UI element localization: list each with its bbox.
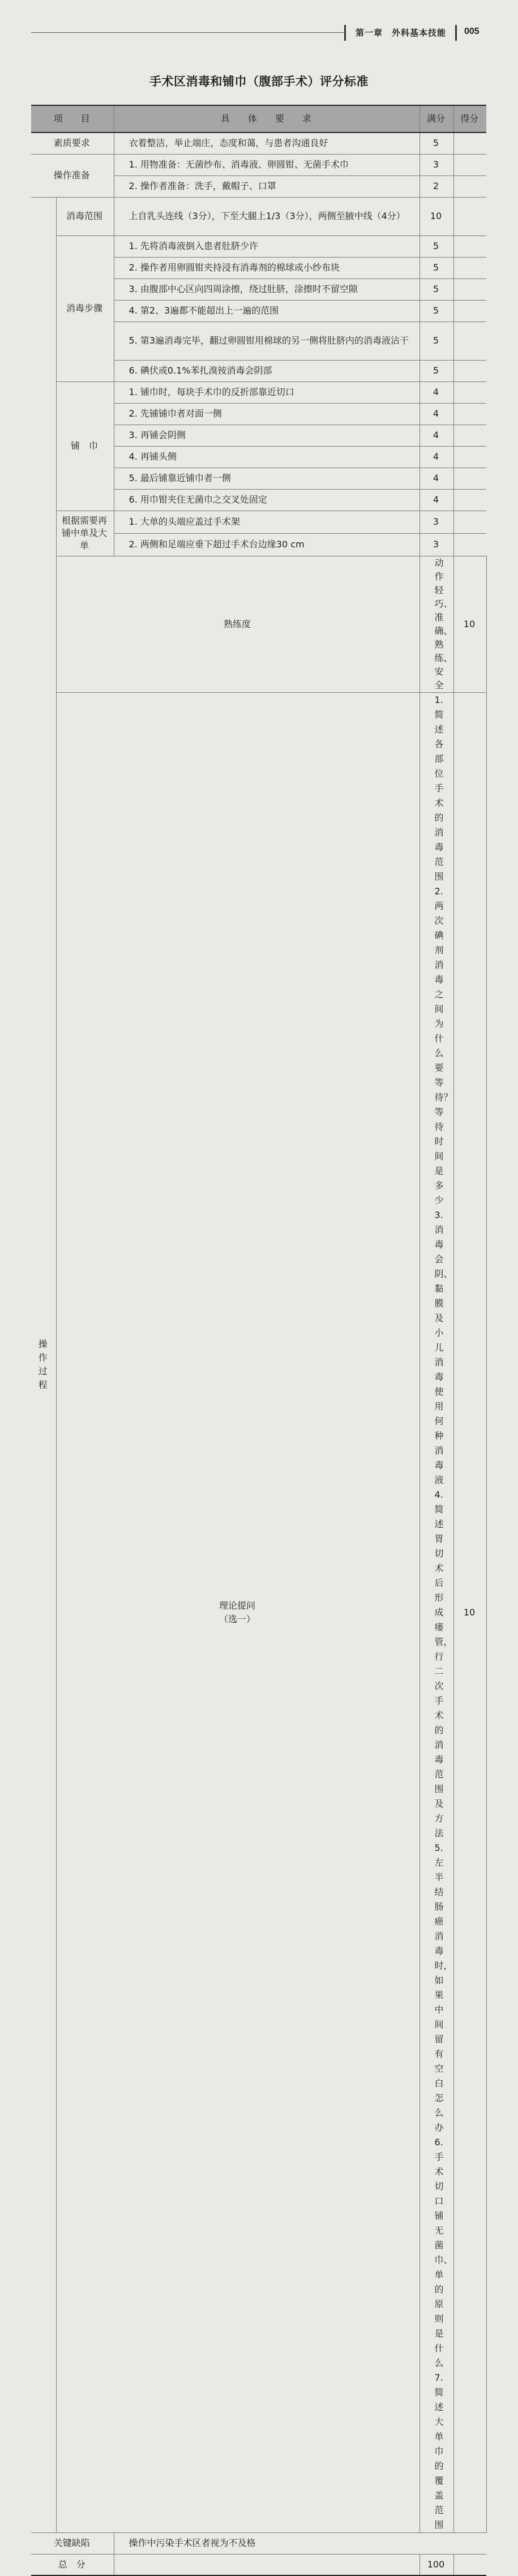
score-cell[interactable] bbox=[453, 197, 486, 235]
requirement-text: 4. 第2、3遍都不能超出上一遍的范围 bbox=[114, 300, 419, 322]
score-cell[interactable] bbox=[453, 154, 486, 175]
header-score: 得分 bbox=[453, 105, 486, 132]
table-row bbox=[31, 154, 486, 175]
requirement-text: 6. 碘伏或0.1%苯扎溴铵消毒会阴部 bbox=[114, 360, 419, 382]
full-score: 5 bbox=[419, 300, 453, 322]
score-cell[interactable] bbox=[453, 425, 486, 446]
full-score: 3 bbox=[419, 511, 453, 533]
page-header bbox=[0, 0, 518, 45]
full-score: 10 bbox=[453, 692, 486, 2532]
score-cell[interactable] bbox=[453, 468, 486, 489]
subcategory-scope: 消毒范围 bbox=[56, 197, 114, 235]
full-score: 5 bbox=[419, 278, 453, 300]
score-cell[interactable] bbox=[453, 403, 486, 425]
score-cell[interactable] bbox=[453, 132, 486, 154]
category-quality: 素质要求 bbox=[31, 132, 114, 154]
full-score: 3 bbox=[419, 154, 453, 175]
score-cell[interactable] bbox=[453, 533, 486, 556]
full-score: 3 bbox=[419, 533, 453, 556]
full-score: 4 bbox=[419, 382, 453, 403]
table-row bbox=[31, 382, 486, 403]
list-item: 7. 简述大单巾的覆盖范围 bbox=[434, 2372, 444, 2530]
total-full-score: 100 bbox=[419, 2554, 453, 2575]
score-cell[interactable] bbox=[453, 278, 486, 300]
full-score: 4 bbox=[419, 403, 453, 425]
full-score: 4 bbox=[419, 489, 453, 511]
theory-questions bbox=[419, 692, 453, 2532]
requirement-text: 上自乳头连线（3分），下至大腿上1/3（3分），两侧至腋中线（4分） bbox=[114, 197, 419, 235]
list-item: 1. 简述各部位手术的消毒范围 bbox=[434, 694, 444, 882]
header-full-score: 满分 bbox=[419, 105, 453, 132]
requirement-text: 2. 两侧和足端应垂下超过手术台边缘30 cm bbox=[114, 533, 419, 556]
total-row bbox=[31, 2554, 486, 2575]
list-item: 2. 两次碘剂消毒之间为什么要等待？等待时间是多少 bbox=[434, 885, 453, 1206]
list-item: 5. 左半结肠癌消毒时，如果中间留有空白怎么办 bbox=[434, 1842, 453, 2133]
total-blank bbox=[114, 2554, 419, 2575]
category-total: 总 分 bbox=[31, 2554, 114, 2575]
full-score: 5 bbox=[419, 322, 453, 360]
score-cell[interactable] bbox=[453, 489, 486, 511]
full-score: 5 bbox=[419, 360, 453, 382]
category-proficiency: 熟练度 bbox=[56, 556, 419, 692]
table-row bbox=[31, 556, 486, 692]
list-item: 6. 手术切口铺无菌巾、单的原则是什么 bbox=[434, 2136, 453, 2368]
requirement-text: 3. 再铺会阴侧 bbox=[114, 425, 419, 446]
requirement-text: 5. 第3遍消毒完毕，翻过卵圆钳用棉球的另一侧将肚脐内的消毒液沾干 bbox=[114, 322, 419, 360]
full-score: 5 bbox=[419, 132, 453, 154]
chapter-title: 第一章 外科基本技能 bbox=[356, 28, 447, 38]
page-number: 005 bbox=[464, 27, 480, 36]
header-bar-right bbox=[455, 25, 457, 41]
score-cell[interactable] bbox=[453, 511, 486, 533]
full-score: 5 bbox=[419, 235, 453, 257]
requirement-text: 操作中污染手术区者视为不及格 bbox=[114, 2532, 486, 2554]
process-char: 操 bbox=[38, 1339, 48, 1349]
requirement-text: 4. 再铺头侧 bbox=[114, 446, 419, 468]
process-char: 程 bbox=[38, 1379, 48, 1390]
score-cell[interactable] bbox=[453, 360, 486, 382]
subcategory-large-drape: 根据需要再铺中单及大单 bbox=[56, 511, 114, 556]
list-item: 4. 简述胃切术后形成瘘管，行二次手术的消毒范围及方法 bbox=[434, 1489, 453, 1838]
requirement-text: 1. 铺巾时，每块手术巾的反折部靠近切口 bbox=[114, 382, 419, 403]
score-cell[interactable] bbox=[453, 382, 486, 403]
full-score: 10 bbox=[453, 556, 486, 692]
table-header-row bbox=[31, 105, 486, 132]
category-process bbox=[31, 197, 56, 2532]
requirement-text: 衣着整洁，举止端庄，态度和蔼，与患者沟通良好 bbox=[114, 132, 419, 154]
list-item: 3. 消毒会阴、黏膜及小儿消毒使用何种消毒液 bbox=[434, 1209, 453, 1485]
requirement-text: 6. 用巾钳夹住无菌巾之交叉处固定 bbox=[114, 489, 419, 511]
header-rule bbox=[31, 32, 345, 33]
requirement-text: 3. 由腹部中心区向四周涂擦，绕过肚脐，涂擦时不留空隙 bbox=[114, 278, 419, 300]
theory-sublabel: （选一） bbox=[219, 1613, 256, 1625]
score-cell[interactable] bbox=[453, 300, 486, 322]
requirement-text: 动作轻巧、准确、熟练、安全 bbox=[419, 556, 453, 692]
total-score-cell[interactable] bbox=[453, 2554, 486, 2575]
subcategory-steps: 消毒步骤 bbox=[56, 235, 114, 382]
requirement-text: 2. 先铺铺巾者对面一侧 bbox=[114, 403, 419, 425]
full-score: 5 bbox=[419, 257, 453, 278]
table-row bbox=[31, 235, 486, 257]
theory-label: 理论提问 bbox=[219, 1600, 256, 1611]
category-theory bbox=[56, 692, 419, 2532]
process-char: 过 bbox=[38, 1366, 48, 1377]
score-cell[interactable] bbox=[453, 322, 486, 360]
requirement-text: 1. 先将消毒液倒入患者肚脐少许 bbox=[114, 235, 419, 257]
table-row bbox=[31, 692, 486, 2532]
full-score: 4 bbox=[419, 468, 453, 489]
score-cell[interactable] bbox=[453, 257, 486, 278]
table-row bbox=[31, 2532, 486, 2554]
full-score: 4 bbox=[419, 446, 453, 468]
scoring-table bbox=[31, 105, 486, 2576]
header-requirements: 具 体 要 求 bbox=[114, 105, 419, 132]
score-cell[interactable] bbox=[453, 446, 486, 468]
requirement-text: 2. 操作者准备：洗手，戴帽子、口罩 bbox=[114, 175, 419, 197]
requirement-text: 2. 操作者用卵圆钳夹持浸有消毒剂的棉球或小纱布块 bbox=[114, 257, 419, 278]
subcategory-drape: 铺 巾 bbox=[56, 382, 114, 511]
header-bar-left bbox=[344, 25, 346, 41]
score-cell[interactable] bbox=[453, 175, 486, 197]
category-critical: 关键缺陷 bbox=[31, 2532, 114, 2554]
table-row bbox=[31, 132, 486, 154]
full-score: 2 bbox=[419, 175, 453, 197]
requirement-text: 5. 最后铺靠近铺巾者一侧 bbox=[114, 468, 419, 489]
full-score: 4 bbox=[419, 425, 453, 446]
document-title: 手术区消毒和铺巾（腹部手术）评分标准 bbox=[149, 75, 369, 88]
requirement-text: 1. 用物准备：无菌纱布、消毒液、卵圆钳、无菌手术巾 bbox=[114, 154, 419, 175]
header-item: 项 目 bbox=[31, 105, 114, 132]
requirement-text: 1. 大单的头端应盖过手术架 bbox=[114, 511, 419, 533]
category-prep: 操作准备 bbox=[31, 154, 114, 197]
table-row bbox=[31, 511, 486, 533]
process-char: 作 bbox=[38, 1352, 48, 1363]
table-row bbox=[31, 197, 486, 235]
full-score: 10 bbox=[419, 197, 453, 235]
score-cell[interactable] bbox=[453, 235, 486, 257]
